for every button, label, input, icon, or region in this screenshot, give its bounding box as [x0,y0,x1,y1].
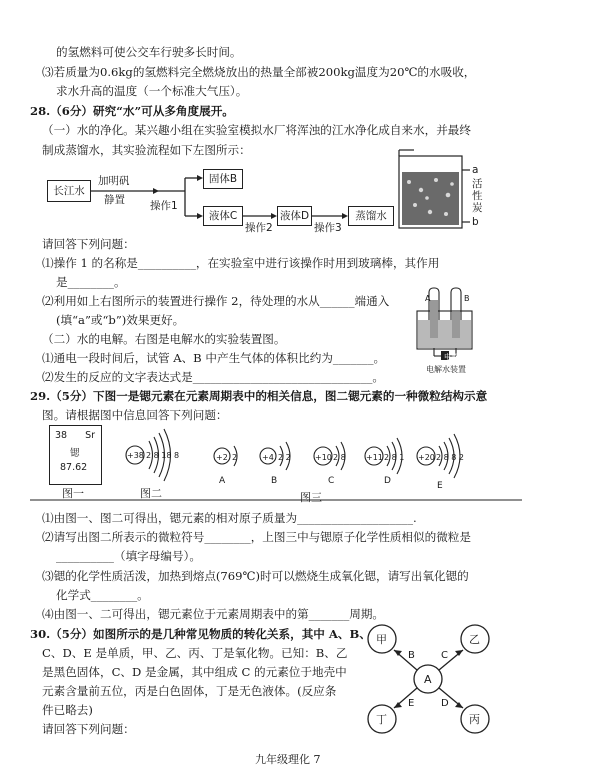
text-line: ⑶若质量为0.6kg的氢燃料完全燃烧放出的热量全部被200kg温度为20℃的水吸收， [42,65,476,79]
text-line: 是黑色固体，C、D 是金属，其中组成 C 的元素位于地壳中 [42,665,347,679]
text-line: ⑷由图一、二可得出，锶元素位于元素周期表中的第_______周期。 [42,607,385,621]
text-line: 请回答下列问题： [42,237,135,251]
atomic-mass: 87.62 [60,462,88,473]
figure-1-caption: 图一 [62,487,84,500]
node-bing: 丙 [469,713,480,726]
particle-c-nucleus: +10 [315,453,332,462]
edge-label-c: C [441,650,448,661]
filter-label-b: b [472,216,479,228]
text-line: __________（填字母编号）。 [56,549,201,563]
flow-label-op2: 操作2 [245,222,273,234]
text-line: ⑴通电一段时间后，试管 A、B 中产生气体的体积比约为_______。 [42,351,386,365]
text-line: 求水升高的温度（一个标准大气压）。 [56,84,248,98]
flow-node-solid-b: 固体B [203,169,243,189]
text-line: 制成蒸馏水，其实验流程如下左图所示： [42,143,251,157]
particle-a-shells: 2 [232,453,238,462]
particle-c-letter: C [328,476,335,486]
particle-b-nucleus: +4 [262,453,274,462]
flow-label-alum: 加明矾 [98,175,130,187]
filter-label-a: a [472,164,479,176]
atomic-number: 38 [55,430,68,441]
electrolysis-power: 电源 [444,353,458,361]
electrolysis-label-b: B [464,294,470,303]
edge-label-b: B [408,650,415,661]
particle-a-letter: A [219,476,226,486]
node-ding: 丁 [376,713,387,726]
question-28-heading: 28.（6分）研究“水”可从多角度展开。 [30,104,234,118]
text-line: 是________。 [56,275,126,289]
text-line: 图。请根据图中信息回答下列问题： [42,408,228,422]
edge-label-e: E [408,698,415,709]
fig2-shells: 2 8 18 8 [146,451,180,460]
particle-b-letter: B [271,476,278,486]
text-line: 的氢燃料可使公交车行驶多长时间。 [56,45,242,59]
element-symbol: Sr [85,430,95,441]
node-center-a: A [424,673,432,686]
flow-label-op3: 操作3 [314,222,342,234]
flow-node-liquid-d: 液体D [277,206,312,226]
text-line: C、D、E 是单质，甲、乙、丙、丁是氧化物。已知：B、乙 [42,646,348,660]
flow-label-settle: 静置 [104,194,125,206]
text-line: 请回答下列问题： [42,722,135,736]
flow-node-distilled: 蒸馏水 [348,206,394,226]
text-line: ⑴操作 1 的名称是__________，在实验室中进行该操作时用到玻璃棒，其作用 [42,256,440,270]
text-line: ⑵请写出图二所表示的微粒符号________，上图三中与锶原子化学性质相似的微粒是 [42,530,471,544]
electrolysis-caption: 电解水装置 [426,365,466,374]
text-line: 元素含量前五位，丙是白色固体，丁是无色液体。(反应条 [42,684,337,698]
particle-a-nucleus: +2 [216,453,228,462]
text-line: ⑵利用如上右图所示的装置进行操作 2，待处理的水从______端通入 [42,294,390,308]
flow-node-liquid-c: 液体C [203,206,243,226]
particle-d-shells: 2 8 1 [384,453,405,462]
text-line: （二）水的电解。右图是电解水的实验装置图。 [42,332,286,346]
filter-label-carbon: 活 性 炭 [472,178,483,214]
flow-node-river: 长江水 [47,180,91,202]
question-29-heading: 29.（5分）下图一是锶元素在元素周期表中的相关信息，图二锶元素的一种微粒结构示意 [30,389,488,403]
figure-2-caption: 图二 [140,487,162,500]
text-line: 化学式________。 [56,588,149,602]
flow-label-op1: 操作1 [150,200,178,212]
text-line: （一）水的净化。某兴趣小组在实验室模拟水厂将浑浊的江水净化成自来水，并最终 [42,123,471,137]
particle-d-letter: D [384,476,391,486]
text-line: (填“a”或“b”)效果更好。 [56,313,185,327]
element-name: 锶 [70,448,80,459]
text-line: ⑶锶的化学性质活泼，加热到熔点(769℃)时可以燃烧生成氧化锶，请写出氧化锶的 [42,569,469,583]
particle-d-nucleus: +11 [366,453,383,462]
node-jia: 甲 [376,633,387,646]
edge-label-d: D [441,698,449,709]
node-yi: 乙 [469,633,480,646]
particle-e-shells: 2 8 8 2 [436,453,464,462]
question-30-heading: 30.（5分）如图所示的是几种常见物质的转化关系，其中 A、B、 [30,627,371,641]
fig2-nucleus: +38 [127,451,144,460]
particle-e-nucleus: +20 [418,453,435,462]
figure-3-caption: 图三 [300,491,322,504]
text-line: ⑵发生的反应的文字表达式是_______________________________。 [42,370,385,384]
text-line: 件已略去) [42,703,93,717]
page-footer: 九年级理化 7 [255,753,321,766]
electrolysis-label-a: A [425,294,431,303]
particle-e-letter: E [437,481,443,491]
text-line: ⑴由图一、图二可得出，锶元素的相对原子质量为____________________. [42,511,417,525]
particle-c-shells: 2 8 [333,453,346,462]
particle-b-shells: 2 2 [278,453,291,462]
